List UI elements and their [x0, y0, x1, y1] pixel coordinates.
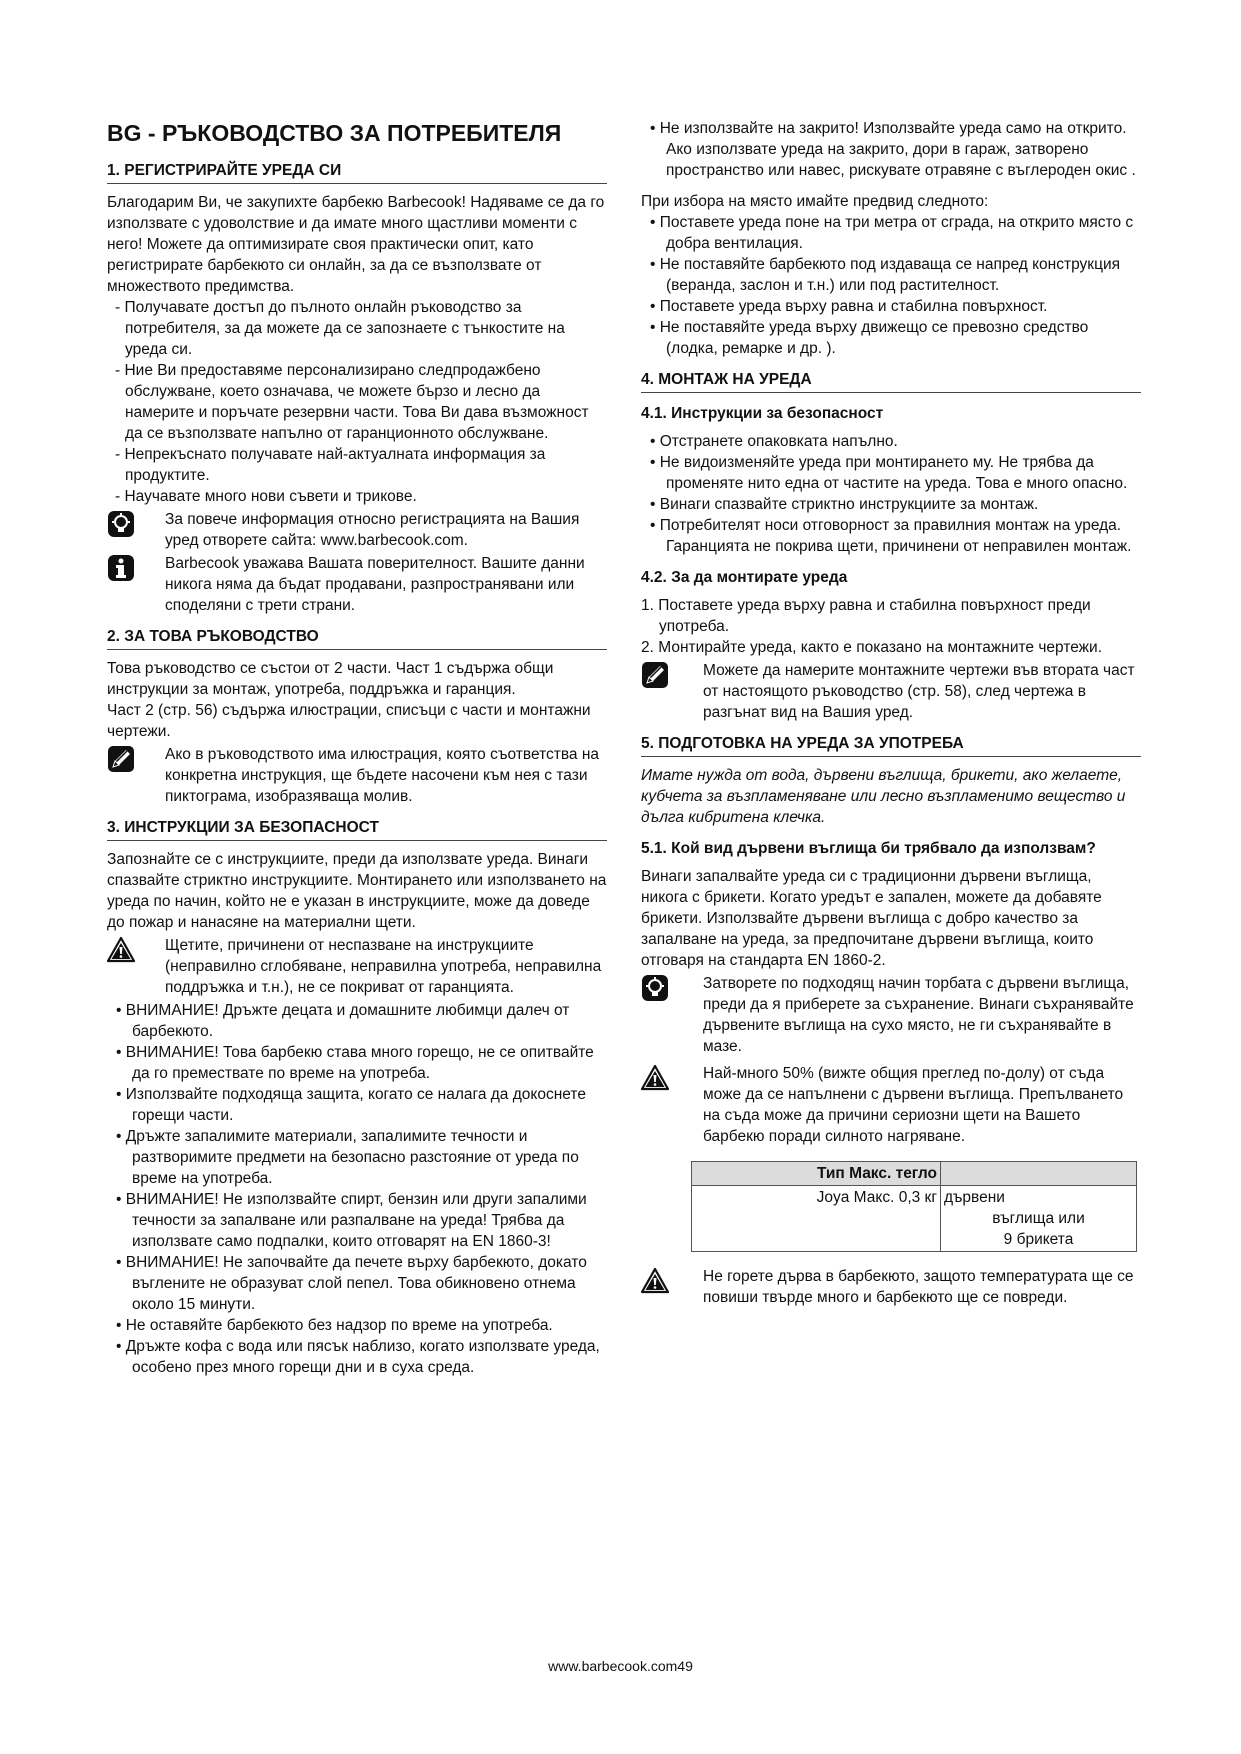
table-cell: дървени въглища или 9 брикета [941, 1186, 1137, 1252]
section-5-1-text: Винаги запалвайте уреда си с традиционни дървени въглища, никога с брикети. Когато уредът е запален, можете да добавяте брикети. Използвайте дървени въглища с добро качество за запалване на уреда, за предпочитане дървени въглища, които отговаря на стандарта EN 1860-2. [641, 868, 1102, 969]
safety-bullets-cont [641, 118, 1141, 181]
list-item: • ВНИМАНИЕ! Не използвайте спирт, бензин или други запалими течности за запалване или разпалване на уреда! Трябва да използвате само подпалки, които отговарят на EN 1860-3! [116, 1191, 587, 1250]
list-item: 2. Монтирайте уреда, както е показано на монтажните чертежи. [641, 639, 1103, 656]
warning-text: Най-много 50% (вижте общия преглед по-долу) от съда може да се напълнени с дървени въглища. Препълването на съда може да причини сериозни щети на Вашето барбекю поради силното нагряване. [703, 1065, 1124, 1145]
pencil-icon [641, 661, 669, 689]
list-item: - Непрекъснато получавате най-актуалната информация за продуктите. [115, 446, 546, 484]
list-item: • Поставете уреда поне на три метра от сграда, на открито място с добра вентилация. [650, 214, 1134, 252]
list-item: • Потребителят носи отговорност за правилния монтаж на уреда. Гаранцията не покрива щети, причинени от неправилен монтаж. [650, 517, 1132, 555]
pencil-text: Можете да намерите монтажните чертежи във втората част от настоящото ръководство (стр. 58), след чертежа в разгънат вид на Вашия уред. [703, 662, 1135, 721]
section-2-p2: Част 2 (стр. 56) съдържа илюстрации, списъци с части и монтажни чертежи. [107, 702, 591, 740]
list-item: • Не видоизменяйте уреда при монтирането му. Не трябва да променяте нито една от частите на уреда. Това е много опасно. [650, 454, 1128, 492]
assembly-safety-list [641, 431, 1141, 557]
list-item: 1. Поставете уреда върху равна и стабилна повърхност преди употреба. [641, 597, 1091, 635]
warning-icon [641, 1064, 669, 1092]
list-item: • ВНИМАНИЕ! Дръжте децата и домашните любимци далеч от барбекюто. [116, 1002, 570, 1040]
section-1-heading: 1. РЕГИСТРИРАЙТЕ УРЕДА СИ [107, 162, 607, 184]
warning-text: Щетите, причинени от неспазване на инструкциите (неправилно сглобяване, неправилна употреба, неправилна поддръжка и т.н.), не се покриват от гаранцията. [165, 937, 602, 996]
section-4-2-heading: 4.2. За да монтирате уреда [641, 569, 848, 586]
section-5-intro: Имате нужда от вода, дървени въглища, брикети, ако желаете, кубчета за възпламеняване или лесно възпламенимо вещество и дълга кибритена клечка. [641, 767, 1126, 826]
list-item: • ВНИМАНИЕ! Не започвайте да печете върху барбекюто, докато въглените не образуват слой пепел. Това обикновено отнема около 15 минути. [116, 1254, 587, 1313]
lightbulb-icon [641, 974, 669, 1002]
warning-note [641, 1266, 1141, 1308]
list-item: • ВНИМАНИЕ! Това барбекю става много горещо, не се опитвайте да го премествате по време на употреба. [116, 1044, 594, 1082]
section-1-intro: Благодарим Ви, че закупихте барбекю Barbecook! Надяваме се да го използвате с удоволствие и да имате много щастливи моменти с него! Можете да оптимизирате своя практически опит, като регистрирате барбекюто си онлайн, за да се възползвате от множеството предимства. [107, 194, 605, 295]
tip-note [107, 509, 607, 551]
placement-list [641, 212, 1141, 359]
tip-text: За повече информация относно регистрацията на Вашия уред отворете сайта: www.barbecook.com. [165, 511, 580, 549]
section-5-1-heading: 5.1. Кой вид дървени въглища би трябвало да използвам? [641, 840, 1096, 857]
charcoal-table [691, 1161, 1137, 1252]
tip-note [641, 973, 1141, 1057]
section-2-p1: Това ръководство се състои от 2 части. Част 1 съдържа общи инструкции за монтаж, употреба, поддръжка и гаранция. [107, 660, 554, 698]
list-item: - Получавате достъп до пълното онлайн ръководство за потребителя, за да можете да се запознаете с тънкостите на уреда си. [115, 299, 565, 358]
section-3-heading: 3. ИНСТРУКЦИИ ЗА БЕЗОПАСНОСТ [107, 819, 607, 841]
list-item: - Ние Ви предоставяме персонализирано следпродажбено обслужване, което означава, че можете бързо и лесно да намерите и поръчате резервни части. Това Ви дава възможност да се възползвате напълно от гаранционното обслужване. [115, 362, 589, 442]
list-item: • Не оставяйте барбекюто без надзор по време на употреба. [116, 1317, 553, 1334]
lightbulb-icon [107, 510, 135, 538]
pencil-text: Ако в ръководството има илюстрация, която съответства на конкретна инструкция, ще бъдете насочени към нея с тази пиктограма, изобразяваща молив. [165, 746, 600, 805]
left-column [107, 118, 607, 1378]
info-text: Barbecook уважава Вашата поверителност. Вашите данни никога няма да бъдат продавани, разпространявани или споделяни с трети страни. [165, 555, 585, 614]
table-header: Тип Макс. тегло [692, 1162, 941, 1186]
list-item: • Поставете уреда върху равна и стабилна повърхност. [650, 298, 1048, 315]
benefits-list [107, 297, 607, 507]
section-3-intro: Запознайте се с инструкциите, преди да използвате уреда. Винаги спазвайте стриктно инструкциите. Монтирането или използването на уреда по начин, който не е указан в инструкциите, може да доведе до пожар и нанасяне на материални щети. [107, 851, 607, 931]
pencil-note [107, 744, 607, 807]
list-item: • Не поставяйте барбекюто под издаваща се напред конструкция (веранда, заслон и т.н.) или под растителност. [650, 256, 1120, 294]
right-column [641, 118, 1141, 1310]
info-note [107, 553, 607, 616]
list-item: • Винаги спазвайте стриктно инструкциите за монтаж. [650, 496, 1039, 513]
page-title: BG - РЪКОВОДСТВО ЗА ПОТРЕБИТЕЛЯ [107, 120, 562, 146]
tip-text: Затворете по подходящ начин торбата с дървени въглища, преди да я приберете за съхранение. Винаги съхранявайте дървените въглища на сухо място, не ги съхранявайте в мазе. [703, 975, 1134, 1055]
warning-note [641, 1063, 1141, 1147]
list-item: • Дръжте запалимите материали, запалимите течности и разтворимите предмети на безопасно разстояние от уреда по време на употреба. [116, 1128, 579, 1187]
table-header-empty [941, 1162, 1137, 1186]
placement-intro: При избора на място имайте предвид следното: [641, 193, 989, 210]
table-cell: Joya Макс. 0,3 кг [692, 1186, 941, 1252]
safety-bullets [107, 1000, 607, 1378]
table-row [692, 1186, 1137, 1252]
warning-icon [107, 936, 135, 964]
pencil-icon [107, 745, 135, 773]
assembly-steps [641, 595, 1141, 658]
list-item: • Използвайте подходяща защита, когато се налага да докоснете горещи части. [116, 1086, 586, 1124]
section-2-heading: 2. ЗА ТОВА РЪКОВОДСТВО [107, 628, 607, 650]
info-icon [107, 554, 135, 582]
list-item: • Дръжте кофа с вода или пясък наблизо, когато използвате уреда, особено през много горещи дни и в суха среда. [116, 1338, 600, 1376]
section-4-heading: 4. МОНТАЖ НА УРЕДА [641, 371, 1141, 393]
pencil-note [641, 660, 1141, 723]
page-footer: www.barbecook.com49 [548, 1658, 693, 1674]
list-item: • Отстранете опаковката напълно. [650, 433, 898, 450]
list-item: • Не поставяйте уреда върху движещо се превозно средство (лодка, ремарке и др. ). [650, 319, 1089, 357]
list-item: • Не използвайте на закрито! Използвайте уреда само на открито. Ако използвате уреда на закрито, дори в гараж, затворено пространство или навес, рискувате отравяне с въглероден окис . [650, 120, 1136, 179]
list-item: - Научавате много нови съвети и трикове. [115, 488, 417, 505]
section-4-1-heading: 4.1. Инструкции за безопасност [641, 405, 884, 422]
warning-icon [641, 1267, 669, 1295]
warning-note [107, 935, 607, 998]
section-5-heading: 5. ПОДГОТОВКА НА УРЕДА ЗА УПОТРЕБА [641, 735, 1141, 757]
warning-text: Не горете дърва в барбекюто, защото температурата ще се повиши твърде много и барбекюто ще се повреди. [703, 1268, 1134, 1306]
